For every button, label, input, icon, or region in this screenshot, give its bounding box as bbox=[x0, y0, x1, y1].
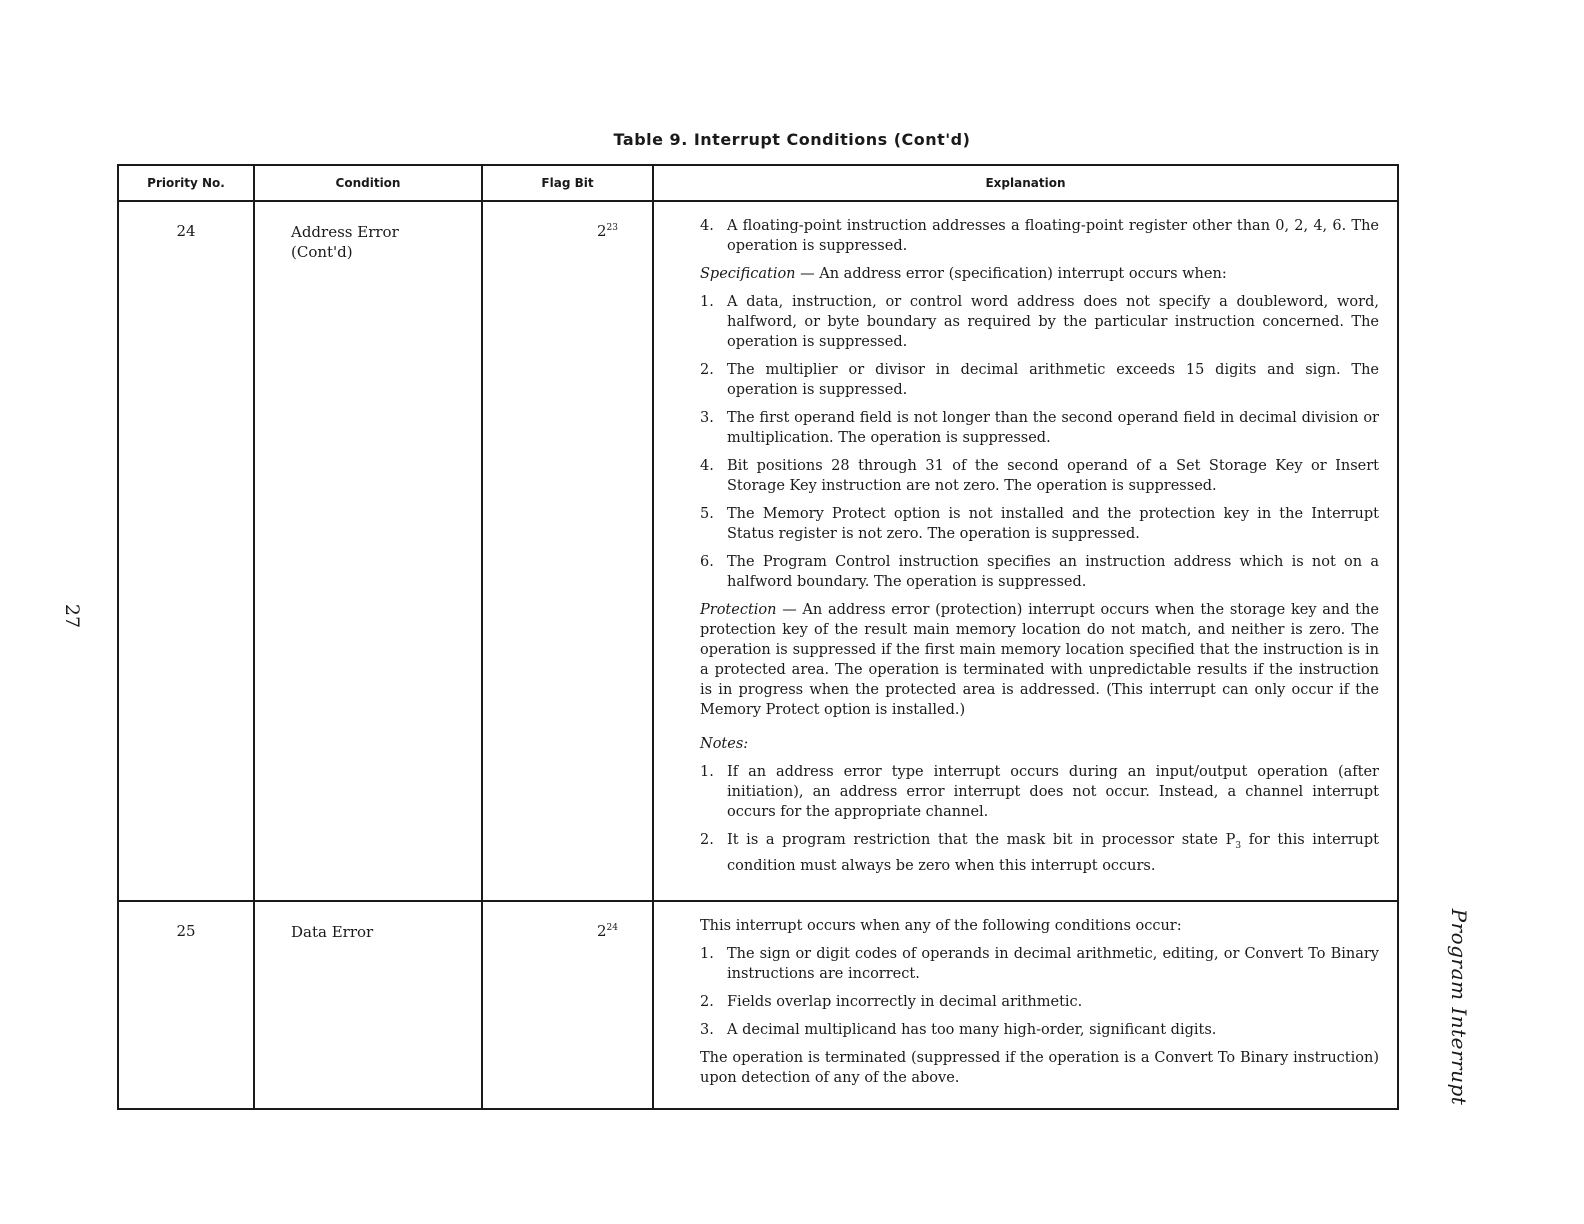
item-number: 2. bbox=[700, 362, 714, 378]
item-text: The sign or digit codes of operands in decimal arithmetic, editing, or Convert To Binary instructions are incorrect. bbox=[727, 946, 1379, 982]
flag-exponent: 24 bbox=[606, 923, 618, 933]
notes-heading bbox=[700, 734, 1379, 754]
table-row bbox=[118, 901, 1398, 1109]
item-number: 1. bbox=[700, 764, 714, 780]
item-number: 2. bbox=[700, 832, 714, 848]
specification-paragraph bbox=[700, 264, 1379, 284]
table-title: Table 9. Interrupt Conditions (Cont'd) bbox=[613, 130, 971, 149]
item-number: 6. bbox=[700, 554, 714, 570]
protection-paragraph bbox=[700, 600, 1379, 720]
item-number: 5. bbox=[700, 506, 714, 522]
flag-bit-cell bbox=[482, 201, 653, 901]
page-number: 27 bbox=[61, 603, 84, 629]
item-text: A decimal multiplicand has too many high-order, significant digits. bbox=[727, 1022, 1217, 1038]
condition-line: Address Error bbox=[291, 223, 399, 241]
item-number: 2. bbox=[700, 994, 714, 1010]
header-explanation: Explanation bbox=[653, 165, 1398, 201]
header-condition: Condition bbox=[254, 165, 482, 201]
header-priority: Priority No. bbox=[118, 165, 254, 201]
processor-state-subscript: 3 bbox=[1235, 840, 1242, 851]
list-item bbox=[700, 830, 1379, 876]
item-text: Bit positions 28 through 31 of the second operand of a Set Storage Key or Insert Storage Key instruction are not zero. The operation is suppressed. bbox=[727, 458, 1379, 494]
flag-base: 2 bbox=[597, 222, 607, 240]
condition-cell bbox=[254, 201, 482, 901]
flag-bit-cell bbox=[482, 901, 653, 1109]
list-item bbox=[700, 216, 1379, 256]
explanation-cell bbox=[653, 901, 1398, 1109]
item-text: It is a program restriction that the mask bit in processor state P bbox=[727, 832, 1236, 848]
header-flag-bit: Flag Bit bbox=[482, 165, 653, 201]
item-number: 1. bbox=[700, 946, 714, 962]
item-list bbox=[700, 944, 1379, 1040]
list-item bbox=[700, 292, 1379, 352]
item-number: 3. bbox=[700, 1022, 714, 1038]
closing-paragraph: The operation is terminated (suppressed if the operation is a Convert To Binary instruction) upon detection of any of the above. bbox=[700, 1050, 1379, 1086]
flag-base: 2 bbox=[597, 922, 607, 940]
explanation-cell bbox=[653, 201, 1398, 901]
list-item bbox=[700, 992, 1379, 1012]
list-item bbox=[700, 360, 1379, 400]
flag-exponent: 23 bbox=[606, 223, 618, 233]
table-row bbox=[118, 201, 1398, 901]
list-item bbox=[700, 552, 1379, 592]
list-item bbox=[700, 762, 1379, 822]
item-number: 1. bbox=[700, 294, 714, 310]
protection-text: — An address error (protection) interrupt occurs when the storage key and the protection key of the result main memory location do not match, and neither is zero. The operation is suppressed if the first main memory location specified that the instruction is in a protected area. The operation is terminated with unpredictable results if the instruction is in progress when the protected area is addressed. (This interrupt can only occur if the Memory Protect option is installed.) bbox=[700, 602, 1379, 718]
section-label: Program Interrupt bbox=[1447, 908, 1471, 1106]
item-text: A floating-point instruction addresses a floating-point register other than 0, 2, 4, 6. The operation is suppressed. bbox=[727, 218, 1379, 254]
header-row bbox=[118, 165, 1398, 201]
condition-line: (Cont'd) bbox=[291, 243, 353, 261]
item-number: 4. bbox=[700, 218, 714, 234]
priority-cell: 25 bbox=[118, 901, 254, 1109]
priority-cell: 24 bbox=[118, 201, 254, 901]
list-item bbox=[700, 456, 1379, 496]
specification-list bbox=[700, 292, 1379, 592]
item-text: If an address error type interrupt occurs during an input/output operation (after initiation), an address error interrupt does not occur. Instead, a channel interrupt occurs for the appropriate channel. bbox=[727, 764, 1379, 820]
list-item bbox=[700, 1020, 1379, 1040]
list-item bbox=[700, 408, 1379, 448]
item-number: 4. bbox=[700, 458, 714, 474]
list-item bbox=[700, 504, 1379, 544]
notes-list bbox=[700, 762, 1379, 876]
condition-cell: Data Error bbox=[254, 901, 482, 1109]
item-text: A data, instruction, or control word address does not specify a doubleword, word, halfword, or byte boundary as required by the particular instruction concerned. The operation is suppressed. bbox=[727, 294, 1379, 350]
interrupt-conditions-table bbox=[117, 164, 1399, 1110]
item-text: The multiplier or divisor in decimal arithmetic exceeds 15 digits and sign. The operation is suppressed. bbox=[727, 362, 1379, 398]
protection-label: Protection bbox=[700, 602, 777, 618]
item-number: 3. bbox=[700, 410, 714, 426]
item-text: Fields overlap incorrectly in decimal arithmetic. bbox=[727, 994, 1083, 1010]
notes-label: Notes: bbox=[700, 736, 749, 752]
item-list bbox=[700, 216, 1379, 256]
specification-text: — An address error (specification) interrupt occurs when: bbox=[795, 266, 1227, 282]
item-text: The Memory Protect option is not installed and the protection key in the Interrupt Status register is not zero. The operation is suppressed. bbox=[727, 506, 1379, 542]
intro-paragraph: This interrupt occurs when any of the following conditions occur: bbox=[700, 918, 1182, 934]
item-text: The Program Control instruction specifies an instruction address which is not on a halfword boundary. The operation is suppressed. bbox=[727, 554, 1379, 590]
specification-label: Specification bbox=[700, 266, 796, 282]
item-text: The first operand field is not longer than the second operand field in decimal division or multiplication. The operation is suppressed. bbox=[727, 410, 1379, 446]
item-text: for this interrupt condition must always be zero when this interrupt occurs. bbox=[727, 832, 1380, 874]
list-item bbox=[700, 944, 1379, 984]
